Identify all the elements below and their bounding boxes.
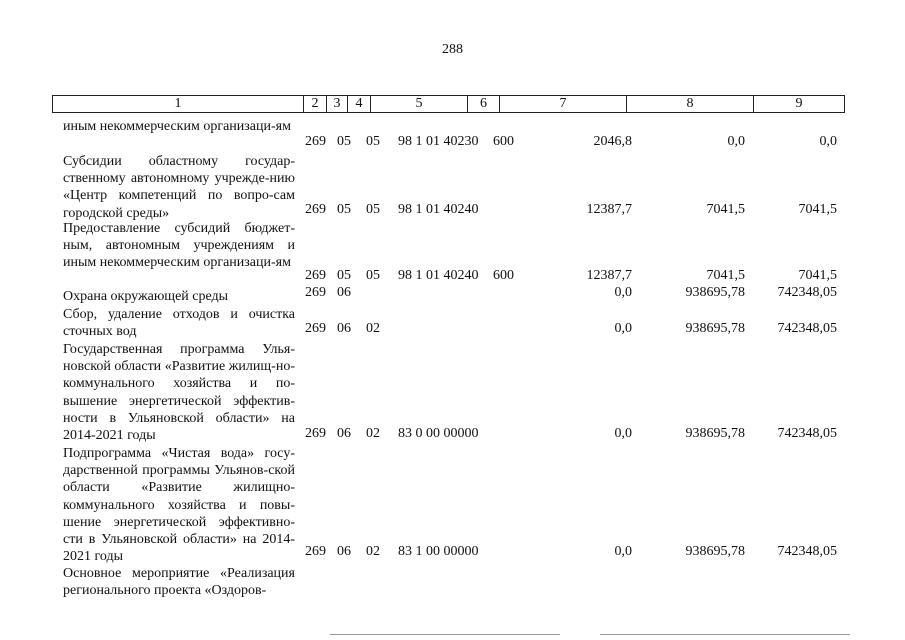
row-6-col-5: 83 1 00 00000 bbox=[398, 544, 479, 559]
row-6-col-9: 742348,05 bbox=[777, 544, 837, 559]
page-number: 288 bbox=[442, 42, 463, 57]
row-0-col-6: 600 bbox=[493, 134, 514, 149]
header-col-2: 2 bbox=[304, 96, 327, 113]
row-6-col-2: 269 bbox=[305, 544, 326, 559]
row-0-col-3: 05 bbox=[337, 134, 351, 149]
row-4-col-3: 06 bbox=[337, 321, 351, 336]
header-col-8: 8 bbox=[627, 96, 754, 113]
table-header bbox=[52, 95, 845, 113]
row-1-col-3: 05 bbox=[337, 202, 351, 217]
row-5-col-9: 742348,05 bbox=[777, 426, 837, 441]
row-6-description: Подпрограмма «Чистая вода» госу-дарственной программы Ульянов-ской области «Развитие жилищно-коммунального хозяйства и повы-шение энергетической эффективно-сти в Ульяновской области» на 2014-2021 годы bbox=[63, 446, 295, 565]
row-4-col-2: 269 bbox=[305, 321, 326, 336]
row-1-col-8: 7041,5 bbox=[706, 202, 745, 217]
row-2-col-5: 98 1 01 40240 bbox=[398, 268, 479, 283]
row-1-col-2: 269 bbox=[305, 202, 326, 217]
row-5-col-5: 83 0 00 00000 bbox=[398, 426, 479, 441]
row-0-col-7: 2046,8 bbox=[593, 134, 632, 149]
row-3-description: Охрана окружающей среды bbox=[63, 289, 229, 304]
row-2-col-9: 7041,5 bbox=[798, 268, 837, 283]
header-col-5: 5 bbox=[371, 96, 468, 113]
header-col-4: 4 bbox=[348, 96, 371, 113]
row-3-col-3: 06 bbox=[337, 285, 351, 300]
row-4-description: Сбор, удаление отходов и очистка сточных вод bbox=[63, 307, 295, 340]
row-1-col-9: 7041,5 bbox=[798, 202, 837, 217]
row-3-col-7: 0,0 bbox=[614, 285, 632, 300]
row-4-col-7: 0,0 bbox=[614, 321, 632, 336]
row-0-description: иным некоммерческим организаци-ям bbox=[63, 119, 291, 134]
scan-line bbox=[330, 634, 560, 635]
row-6-col-7: 0,0 bbox=[614, 544, 632, 559]
header-col-1: 1 bbox=[53, 96, 304, 113]
row-0-col-4: 05 bbox=[366, 134, 380, 149]
row-0-col-9: 0,0 bbox=[819, 134, 837, 149]
row-1-description: Субсидии областному государ-ственному автономному учрежде-нию «Центр компетенций по вопро-сам городской среды» bbox=[63, 154, 295, 221]
row-3-col-9: 742348,05 bbox=[777, 285, 837, 300]
row-3-col-2: 269 bbox=[305, 285, 326, 300]
row-6-col-8: 938695,78 bbox=[685, 544, 745, 559]
row-7-description: Основное мероприятие «Реализация регионального проекта «Оздоров- bbox=[63, 566, 295, 599]
header-col-6: 6 bbox=[468, 96, 500, 113]
row-5-description: Государственная программа Улья-новской области «Развитие жилищ-но-коммунального хозяйства и по-вышение энергетической эффектив-ности в Ульяновской области» на 2014-2021 годы bbox=[63, 342, 295, 444]
row-2-col-7: 12387,7 bbox=[586, 268, 632, 283]
row-3-col-8: 938695,78 bbox=[685, 285, 745, 300]
row-2-description: Предоставление субсидий бюджет-ным, автономным учреждениям и иным некоммерческим организаци-ям bbox=[63, 221, 295, 271]
row-1-col-7: 12387,7 bbox=[586, 202, 632, 217]
row-5-col-7: 0,0 bbox=[614, 426, 632, 441]
row-4-col-9: 742348,05 bbox=[777, 321, 837, 336]
row-2-col-3: 05 bbox=[337, 268, 351, 283]
row-4-col-8: 938695,78 bbox=[685, 321, 745, 336]
row-4-col-4: 02 bbox=[366, 321, 380, 336]
row-2-col-2: 269 bbox=[305, 268, 326, 283]
row-6-col-3: 06 bbox=[337, 544, 351, 559]
row-2-col-8: 7041,5 bbox=[706, 268, 745, 283]
header-col-9: 9 bbox=[754, 96, 845, 113]
header-col-3: 3 bbox=[327, 96, 348, 113]
row-0-col-8: 0,0 bbox=[727, 134, 745, 149]
header-col-7: 7 bbox=[500, 96, 627, 113]
row-1-col-5: 98 1 01 40240 bbox=[398, 202, 479, 217]
row-5-col-2: 269 bbox=[305, 426, 326, 441]
scan-line bbox=[600, 634, 850, 635]
row-6-col-4: 02 bbox=[366, 544, 380, 559]
row-0-col-2: 269 bbox=[305, 134, 326, 149]
row-1-col-4: 05 bbox=[366, 202, 380, 217]
row-5-col-8: 938695,78 bbox=[685, 426, 745, 441]
row-0-col-5: 98 1 01 40230 bbox=[398, 134, 479, 149]
row-2-col-4: 05 bbox=[366, 268, 380, 283]
row-5-col-3: 06 bbox=[337, 426, 351, 441]
row-5-col-4: 02 bbox=[366, 426, 380, 441]
row-2-col-6: 600 bbox=[493, 268, 514, 283]
